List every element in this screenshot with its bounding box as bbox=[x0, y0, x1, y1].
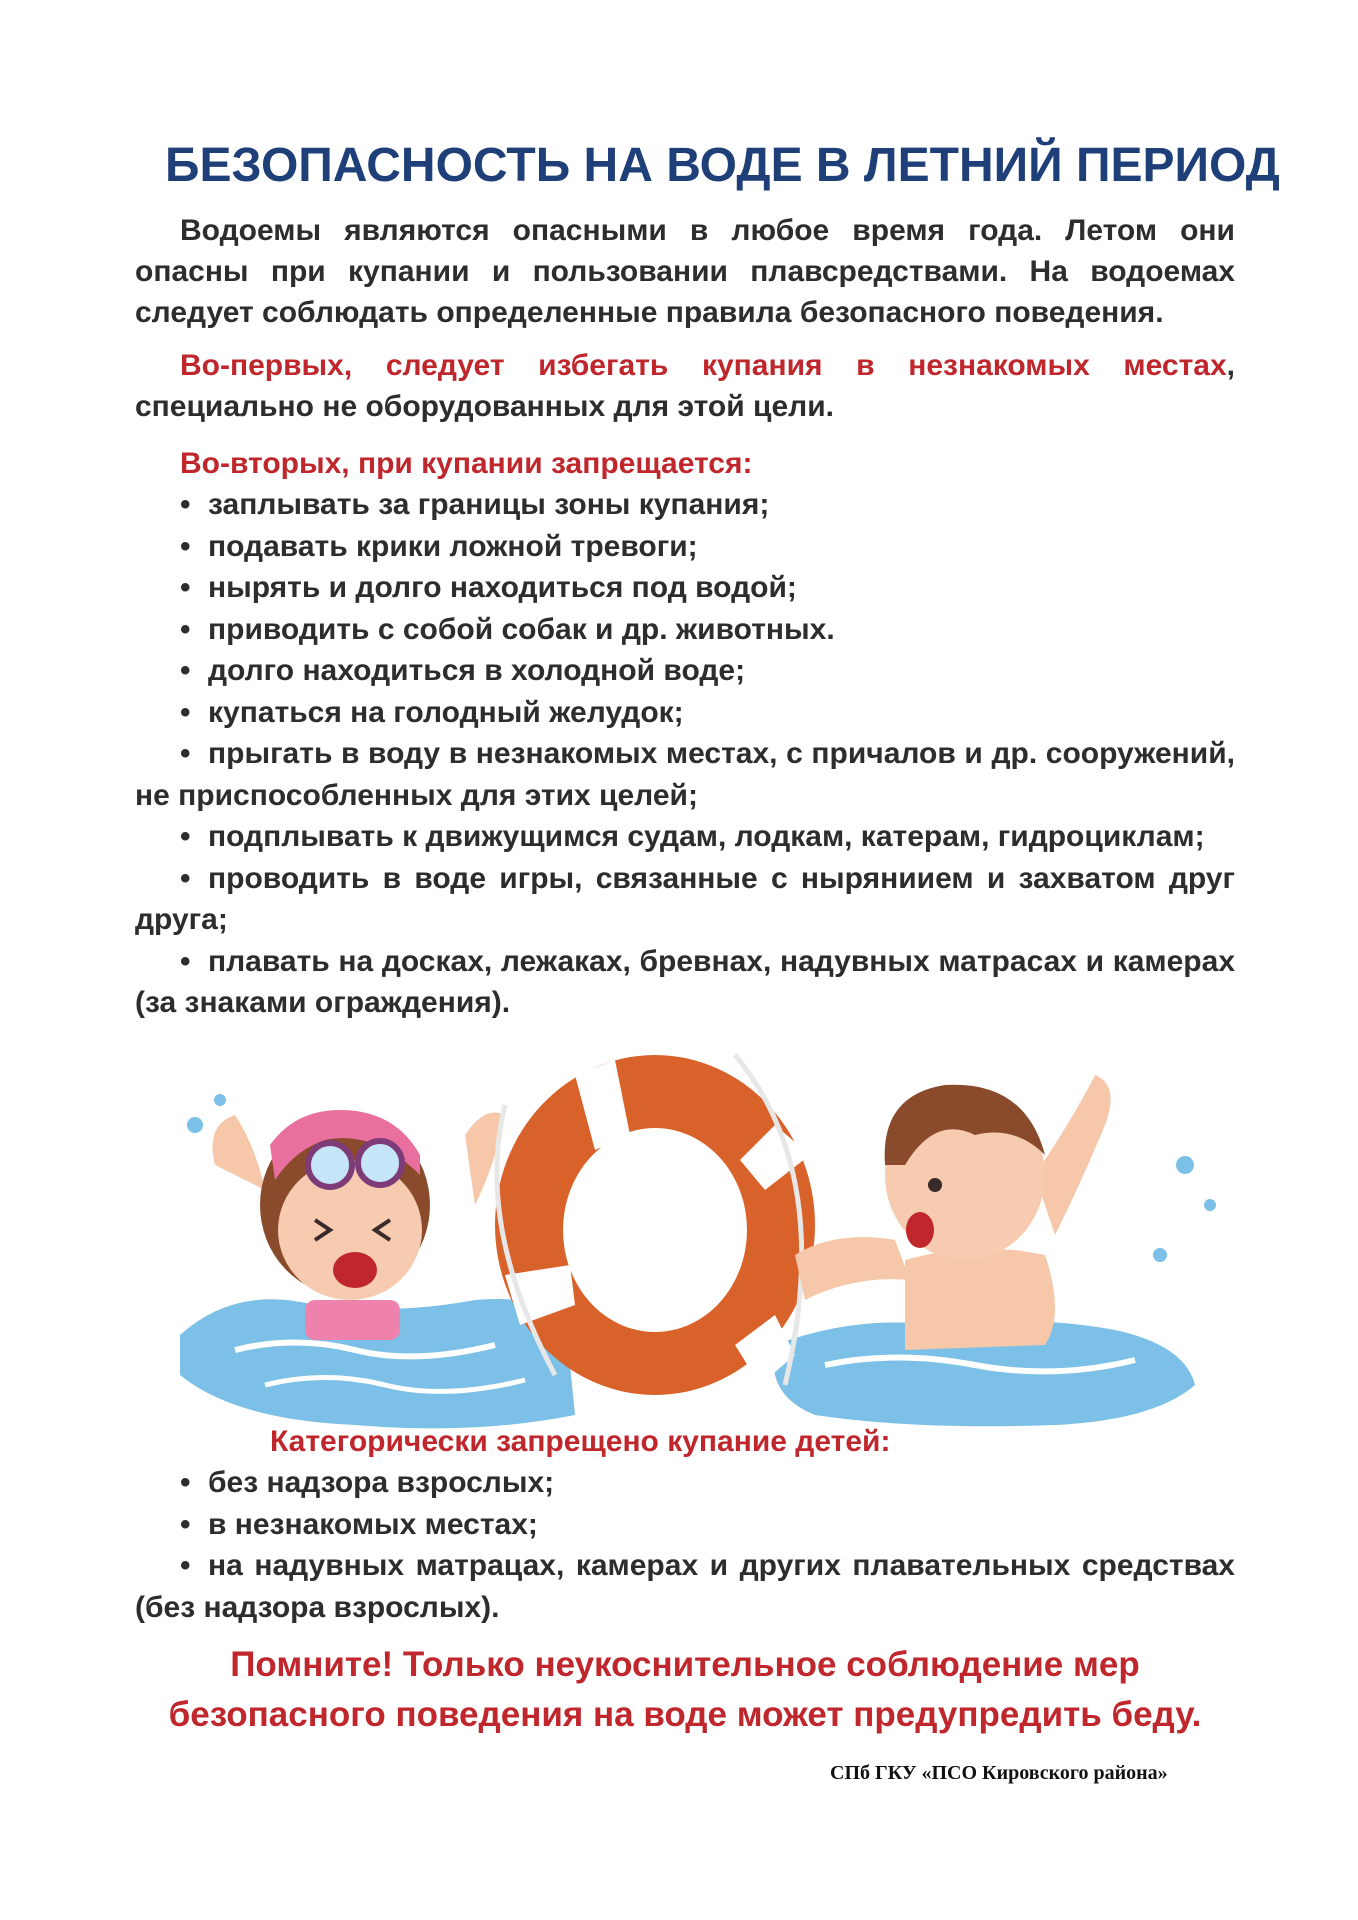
organization-footer: СПб ГКУ «ПСО Кировского района» bbox=[830, 1762, 1168, 1784]
list-item: • заплывать за границы зоны купания; bbox=[135, 484, 1235, 526]
prohibited-list bbox=[135, 484, 1235, 1024]
list-item: • долго находиться в холодной воде; bbox=[135, 650, 1235, 692]
list-item: • без надзора взрослых; bbox=[135, 1462, 1235, 1504]
children-heading: Категорически запрещено купание детей: bbox=[270, 1425, 891, 1458]
list-item: • подавать крики ложной тревоги; bbox=[135, 526, 1235, 568]
list-item: • проводить в воде игры, связанные с ныряниием и захватом друг друга; bbox=[135, 858, 1235, 941]
boy-figure bbox=[795, 1075, 1111, 1350]
drowning-children-illustration bbox=[175, 1015, 1225, 1435]
second-rule-heading: Во-вторых, при купании запрещается: bbox=[180, 447, 753, 480]
remember-warning: Помните! Только неукоснительное соблюдение мер безопасного поведения на воде может предупредить беду. bbox=[168, 1645, 1202, 1734]
bullet-icon: • bbox=[180, 944, 191, 978]
list-item: • прыгать в воду в незнакомых местах, с причалов и др. сооружений, не приспособленных для этих целей; bbox=[135, 733, 1235, 816]
list-item: • подплывать к движущимся судам, лодкам, катерам, гидроциклам; bbox=[135, 816, 1235, 858]
bullet-icon: • bbox=[180, 737, 191, 770]
lifebuoy-icon bbox=[495, 1055, 815, 1395]
bullet-icon: • bbox=[180, 1549, 191, 1582]
bullet-icon: • bbox=[180, 571, 191, 604]
poster-title: БЕЗОПАСНОСТЬ НА ВОДЕ В ЛЕТНИЙ ПЕРИОД bbox=[165, 139, 1280, 192]
list-item: • нырять и долго находиться под водой; bbox=[135, 567, 1235, 609]
bullet-icon: • bbox=[180, 529, 191, 563]
bullet-icon: • bbox=[180, 612, 191, 646]
children-rules-list bbox=[135, 1462, 1235, 1628]
list-item: • на надувных матрацах, камерах и других плавательных средствах (без надзора взрослых). bbox=[135, 1545, 1235, 1628]
bullet-icon: • bbox=[180, 488, 191, 521]
intro-paragraph: Водоемы являются опасными в любое время года. Летом они опасны при купании и пользовании плавсредствами. На водоемах следует соблюдать определенные правила безопасного поведения. bbox=[135, 214, 1235, 329]
bullet-icon: • bbox=[180, 861, 191, 895]
bullet-icon: • bbox=[180, 820, 191, 853]
first-rule-highlight: Во-первых, следует избегать купания в незнакомых местах bbox=[180, 349, 1227, 382]
list-item: • купаться на голодный желудок; bbox=[135, 692, 1235, 734]
list-item: • плавать на досках, лежаках, бревнах, надувных матрасах и камерах (за знаками ограждения). bbox=[135, 941, 1235, 1024]
bullet-icon: • bbox=[180, 654, 191, 687]
bullet-icon: • bbox=[180, 695, 191, 729]
list-item: • в незнакомых местах; bbox=[135, 1504, 1235, 1546]
first-rule-paragraph bbox=[135, 345, 1235, 427]
bullet-icon: • bbox=[180, 1507, 191, 1541]
list-item: • приводить с собой собак и др. животных. bbox=[135, 609, 1235, 651]
first-rule-rest: , специально не оборудованных для этой цели. bbox=[135, 349, 1235, 423]
bullet-icon: • bbox=[180, 1466, 191, 1499]
